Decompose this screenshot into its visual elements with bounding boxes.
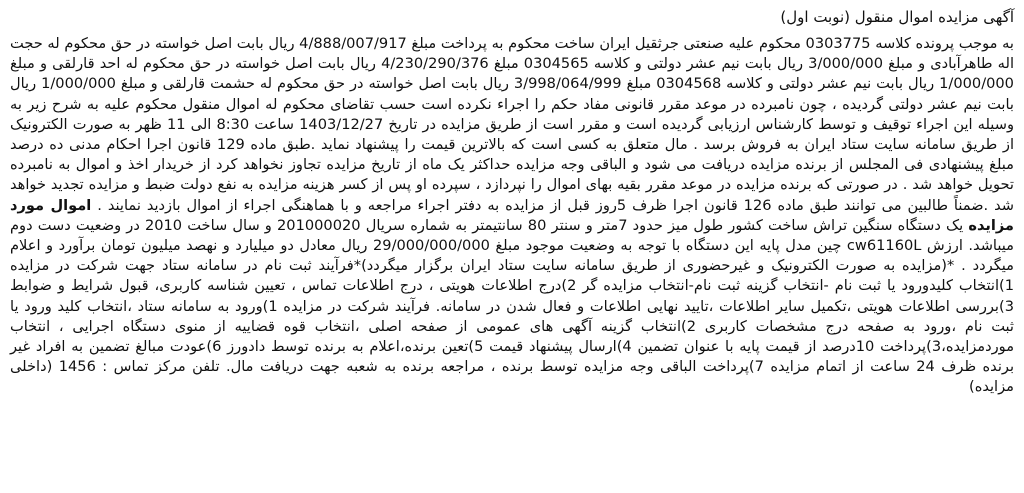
- auction-items-label: اموال مورد مزایده: [10, 196, 1014, 234]
- notice-title: آگهی مزایده اموال منقول (نوبت اول): [780, 8, 1014, 26]
- notice-body-part1: به موجب پرونده کلاسه 0303775 محکوم علیه صنعتی جرثقیل ایران ساخت محکوم به پرداخت مبلغ 4/888/007/917 ریال بابت اصل خواسته در حق محکوم له حجت اله طاهرآبادی و مبلغ 3/000/000 ریال بابت نیم عشر دولتی و کلاسه 0304565 مبلغ 4/230/290/376 ریال بابت اصل خواسته در حق محکوم له احد قارلقی و مبلغ 1/000/000 ریال بابت نیم عشر دولتی و کلاسه 0304568 مبلغ 3/998/064/999 ریال بابت اصل خواسته در حق محکوم له حشمت قارلقی و مبلغ 1/000/000 ریال بابت نیم عشر دولتی گردیده ، چون نامبرده در موعد مقرر قانونی مفاد حکم را اجراء نکرده است حسب تقاضای محکوم له اموال منقول محکوم علیه به شرح زیر به وسیله این اجراء توقیف و توسط کارشناس ارزیابی گردیده است و مقرر است از طریق مزایده در تاریخ 1403/12/27 ساعت 8:30 الی 11 ظهر به صورت الکترونیک از طریق سامانه سایت ستاد ایران به فروش برسد . مال متعلق به کسی است که بالاترین قیمت را پیشنهاد نماید .طبق ماده 129 قانون اجرا احکام مدنی ده درصد مبلغ پیشنهادی فی المجلس از برنده مزایده دریافت می شود و الباقی وجه مزایده حداکثر یک ماه از تاریخ مزایده تجاوز نخواهد کرد از خریدار اخذ و اموال به نامبرده تحویل خواهد شد . در صورتی که برنده مزایده در موعد مقرر بقیه بهای اموال را نپردازد ، سپرده او پس از کسر هزینه مزایده به نفع دولت ضبط و مزایده تجدید خواهد شد .ضمناً طالبین می توانند طبق ماده 126 قانون اجرا ظرف 5روز قبل از مزایده به دفتر اجراء مراجعه و با هماهنگی اجراء از اموال بازدید نمایند .: [10, 35, 1015, 214]
- notice-body: [10, 34, 1014, 398]
- notice-body-part2: یک دستگاه سنگین تراش ساخت کشور طول میز حدود 7متر و سنتر 80 سانتیمتر به شماره سریال 201000020 و سال ساخت 2010 در وضعیت دست دوم میباشد. ارزش cw61160L چین مدل پایه این دستگاه با توجه به وضعیت موجود مبلغ 29/000/000/000 ریال معادل دو میلیارد و نهصد میلیون تومان برآورد و اعلام میگردد . *(مزایده به صورت الکترونیک و غیرحضوری از طریق سامانه سایت ستاد ایران برگزار میگردد)*فرآیند ثبت نام در سامانه ستاد جهت شرکت در مزایده 1)انتخاب کلیدورود یا ثبت نام -انتخاب گزینه ثبت نام-انتخاب مزایده گر 2)درج اطلاعات هویتی ، درج اطلاعات تماس ، تعیین شناسه کاربری، قبول شرایط و ضوابط 3)بررسی اطلاعات هویتی ،تکمیل سایر اطلاعات ،تایید نهایی اطلاعات و فعال شدن در سامانه. فرآیند شرکت در مزایده 1)ورود به سامانه ستاد ،انتخاب کلید ورود یا ثبت نام ،ورود به صفحه درج مشخصات کاربری 2)انتخاب گزینه آگهی های عمومی از صفحه اصلی ،انتخاب قوه قضاییه از منوی دستگاه اجرایی ، انتخاب موردمزایده،3)پرداخت 10درصد از قیمت پایه با عنوان تضمین 4)ارسال پیشنهاد قیمت 5)تعین برنده،اعلام به برنده توسط دادورز 6)عودت مبالغ تضمین به افراد غیر برنده ظرف 24 ساعت از اتمام مزایده 7)پرداخت الباقی وجه مزایده توسط برنده ، مراجعه برنده به شعبه جهت دریافت مال. تلفن مرکز تماس : 1456 (داخلی مزایده): [10, 216, 1015, 396]
